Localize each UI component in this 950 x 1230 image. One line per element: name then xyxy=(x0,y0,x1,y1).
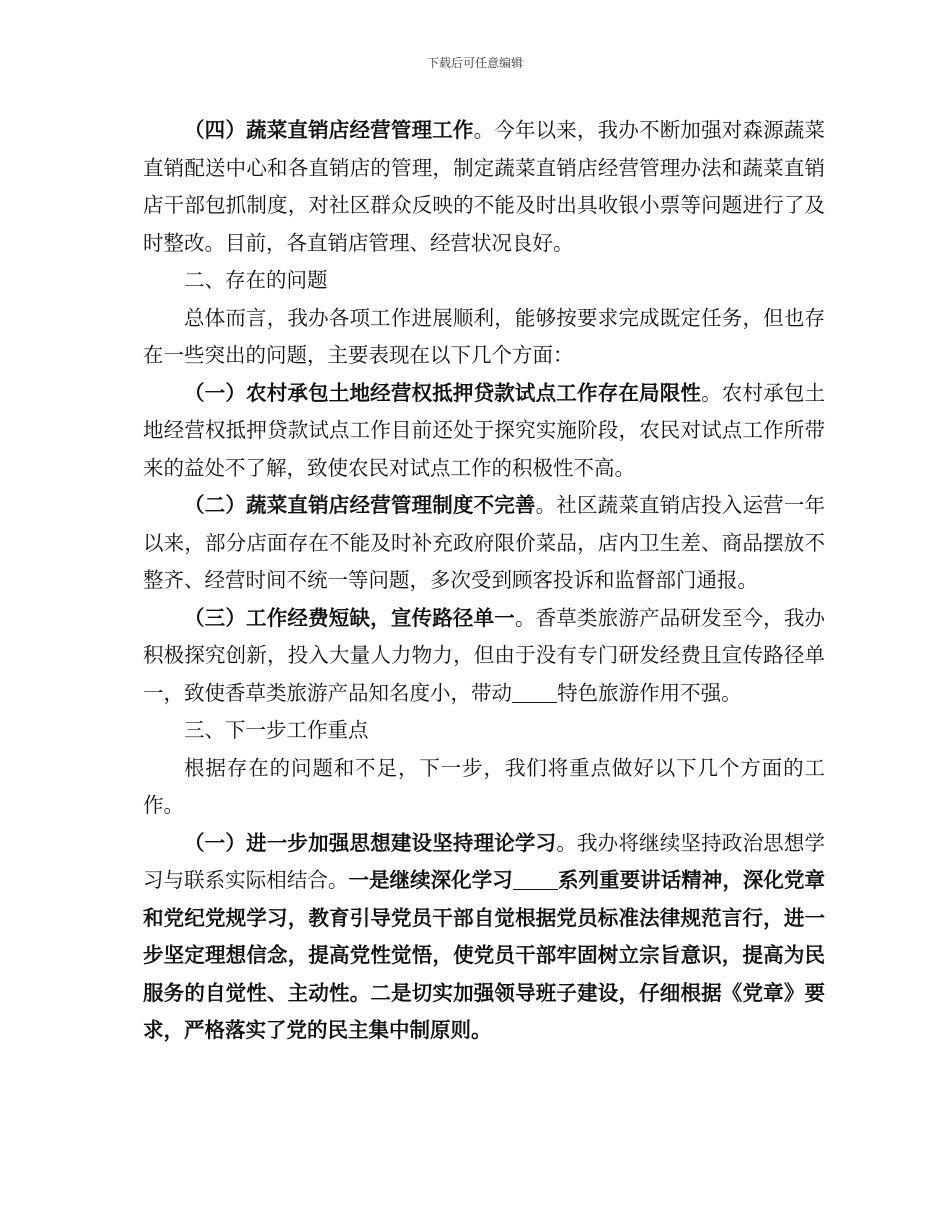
paragraph-vegetable-store-work xyxy=(143,112,825,262)
paragraph-lead: （四）蔬菜直销店经营管理工作 xyxy=(184,118,474,142)
paragraph-text: 。今年以来，我办不断加强对森源蔬菜直销配送中心和各直销店的管理，制定蔬菜直销店经营管理办法和蔬菜直销店干部包抓制度，对社区群众反映的不能及时出具收银小票等问题进行了及时整改。目前，各直销店管理、经营状况良好。 xyxy=(143,118,826,255)
paragraph-store-system xyxy=(143,487,825,600)
page-header: 下载后可任意编辑 xyxy=(426,56,523,70)
paragraph-text: 。我办将继续坚持政治思想学习与联系实际相结合。 xyxy=(143,830,826,892)
blank-underline xyxy=(513,869,558,891)
paragraph-text: 特色旅游作用不强。 xyxy=(557,680,742,705)
paragraph-land-mortgage xyxy=(143,375,825,488)
paragraph-bold-text: 一是继续深化学习 xyxy=(348,868,513,892)
blank-underline xyxy=(512,681,557,703)
section-heading-problems: 二、存在的问题 xyxy=(184,268,328,292)
paragraph-funding xyxy=(143,600,825,713)
paragraph-text: 。社区蔬菜直销店投入运营一年以来，部分店面存在不能及时补充政府限价菜品，店内卫生差、商品摆放不整齐、经营时间不统一等问题，多次受到顾客投诉和监督部门通报。 xyxy=(143,493,826,592)
paragraph-ideology xyxy=(143,825,825,1050)
paragraph-lead: （一）进一步加强思想建设坚持理论学习 xyxy=(184,830,557,855)
paragraph-lead: （二）蔬菜直销店经营管理制度不完善 xyxy=(184,493,536,517)
paragraph-text: 。香草类旅游产品研发至今，我办积极探究创新，投入大量人力物力，但由于没有专门研发经费且宣传路径单一，致使香草类旅游产品知名度小，带动 xyxy=(143,605,826,705)
section-heading-next-steps: 三、下一步工作重点 xyxy=(184,718,369,742)
paragraph-lead: （一）农村承包土地经营权抵押贷款试点工作存在局限性 xyxy=(184,380,702,405)
paragraph-next-overview: 根据存在的问题和不足，下一步，我们将重点做好以下几个方面的工作。 xyxy=(143,755,825,817)
paragraph-bold-text: 系列重要讲话精神，深化党章和党纪党规学习，教育引导党员干部自觉根据党员标准法律规范言行，进一步坚定理想信念，提高党性觉悟，使党员干部牢固树立宗旨意识，提高为民服务的自觉性、主动性。二是切实加强领导班子建设，仔细根据《党章》要求，严格落实了党的民主集中制原则。 xyxy=(143,868,826,1042)
paragraph-overview: 总体而言，我办各项工作进展顺利，能够按要求完成既定任务，但也存在一些突出的问题，主要表现在以下几个方面： xyxy=(143,305,825,367)
document-body xyxy=(143,112,825,1050)
paragraph-text: 。农村承包土地经营权抵押贷款试点工作目前还处于探究实施阶段，农民对试点工作所带来的益处不了解，致使农民对试点工作的积极性不高。 xyxy=(143,380,826,480)
paragraph-lead: （三）工作经费短缺，宣传路径单一 xyxy=(184,605,515,630)
